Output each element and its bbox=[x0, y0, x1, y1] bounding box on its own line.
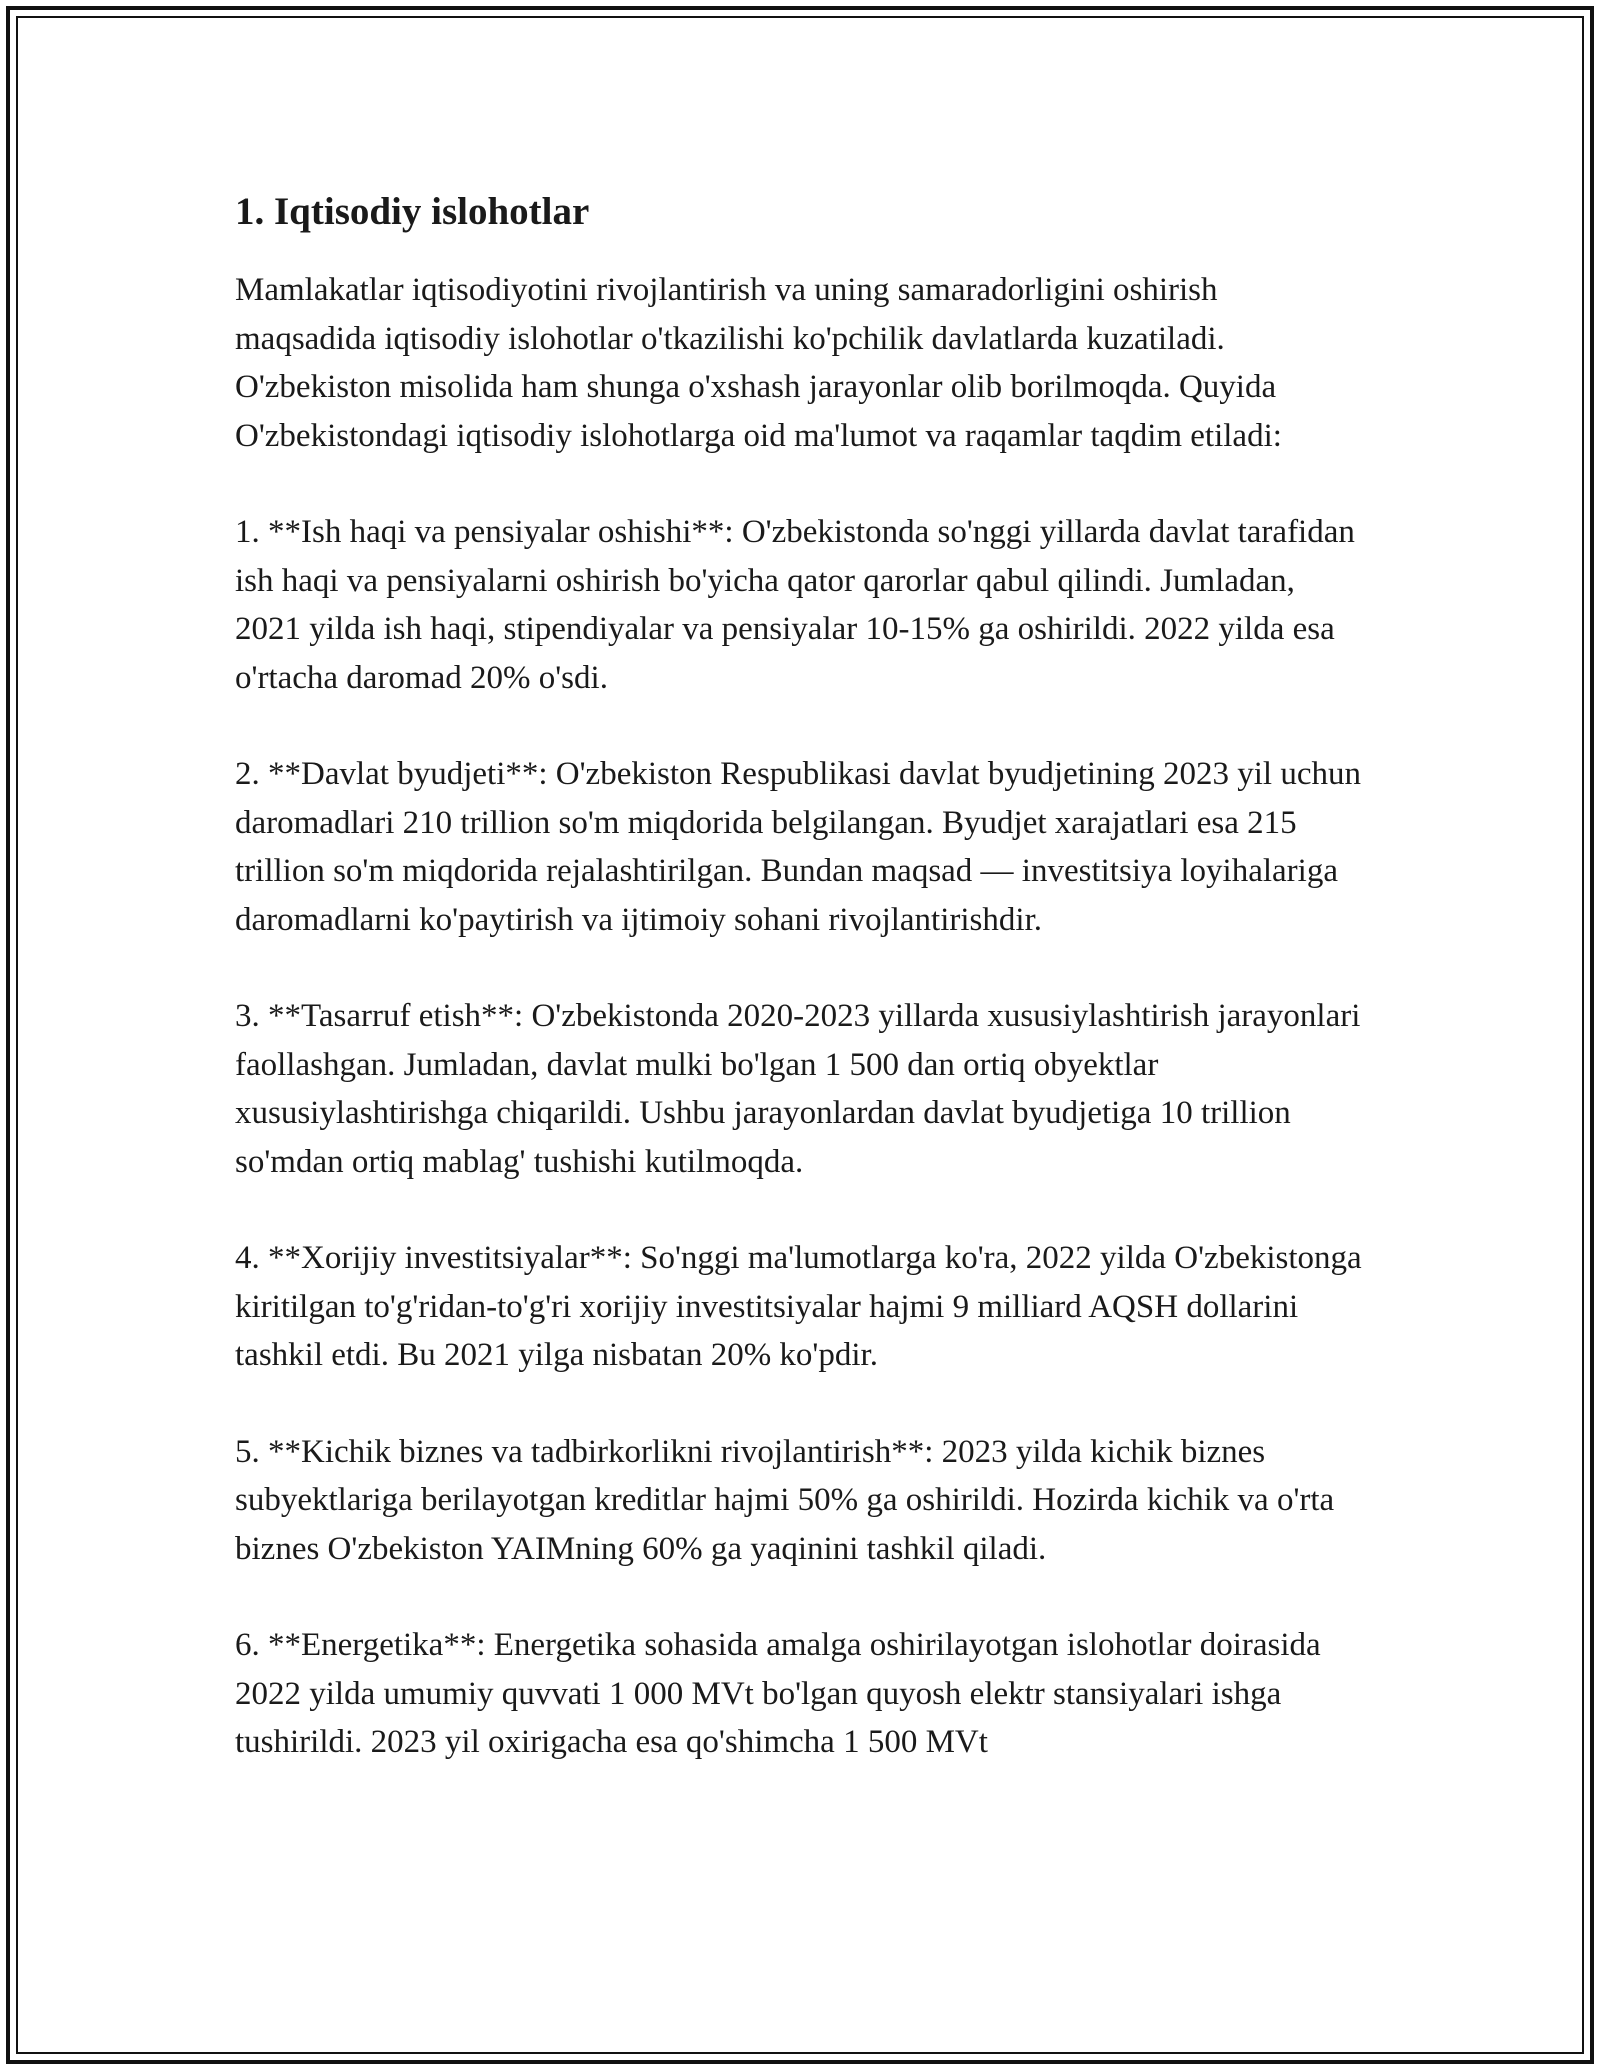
item-foreign-investment: 4. **Xorijiy investitsiyalar**: So'nggi ma'lumotlarga ko'ra, 2022 yilda O'zbekistonga kiritilgan to'g'ridan-to'g'ri xorijiy investitsiyalar hajmi 9 milliard AQSH dollarini tashkil etdi. Bu 2021 yilga nisbatan 20% ko'pdir. bbox=[235, 1240, 1362, 1373]
item-wages-pensions: 1. **Ish haqi va pensiyalar oshishi**: O'zbekistonda so'nggi yillarda davlat tarafidan ish haqi va pensiyalarni oshirish bo'yicha qator qarorlar qabul qilindi. Jumladan, 2021 yilda ish haqi, stipendiyalar va pensiyalar 10-15% ga oshirildi. 2022 yilda esa o'rtacha daromad 20% o'sdi. bbox=[235, 514, 1355, 696]
item-small-business: 5. **Kichik biznes va tadbirkorlikni rivojlantirish**: 2023 yilda kichik biznes subyektlariga berilayotgan kreditlar hajmi 50% ga oshirildi. Hozirda kichik va o'rta biznes O'zbekiston YAIMning 60% ga yaqinini tashkil qiladi. bbox=[235, 1433, 1335, 1567]
section-title: 1. Iqtisodiy islohotlar bbox=[235, 190, 590, 233]
item-energy: 6. **Energetika**: Energetika sohasida amalga oshirilayotgan islohotlar doirasida 2022 yilda umumiy quvvati 1 000 MVt bo'lgan quyosh elektr stansiyalari ishga tushirildi. 2023 yil oxirigacha esa qo'shimcha 1 500 MVt bbox=[235, 1627, 1321, 1760]
intro-paragraph: Mamlakatlar iqtisodiyotini rivojlantirish va uning samaradorligini oshirish maqsadida iqtisodiy islohotlar o'tkazilishi ko'pchilik davlatlarda kuzatiladi. O'zbekiston misolida ham shunga o'xshash jarayonlar olib borilmoqda. Quyida O'zbekistondagi iqtisodiy islohotlarga oid ma'lumot va raqamlar taqdim etiladi: bbox=[235, 272, 1282, 454]
item-state-budget: 2. **Davlat byudjeti**: O'zbekiston Respublikasi davlat byudjetining 2023 yil uchun daromadlari 210 trillion so'm miqdorida belgilangan. Byudjet xarajatlari esa 215 trillion so'm miqdorida rejalashtirilgan. Bundan maqsad — investitsiya loyihalariga daromadlarni ko'paytirish va ijtimoiy sohani rivojlantirishdir. bbox=[235, 756, 1361, 938]
document-body bbox=[235, 184, 1365, 1815]
item-privatization: 3. **Tasarruf etish**: O'zbekistonda 2020-2023 yillarda xususiylashtirish jarayonlari faollashgan. Jumladan, davlat mulki bo'lgan 1 500 dan ortiq obyektlar xususiylashtirishga chiqarildi. Ushbu jarayonlardan davlat byudjetiga 10 trillion so'mdan ortiq mablag' tushishi kutilmoqda. bbox=[235, 998, 1361, 1180]
